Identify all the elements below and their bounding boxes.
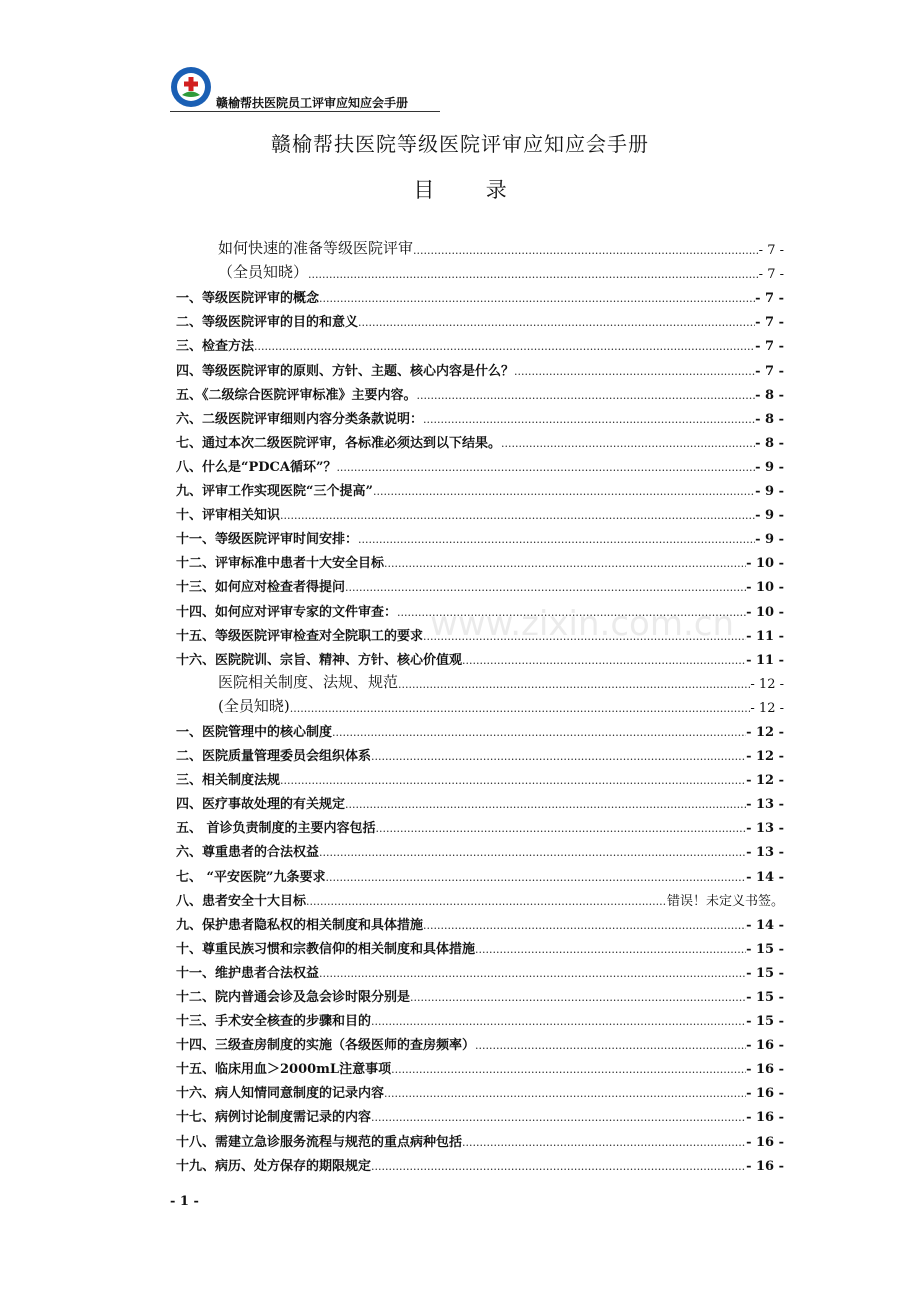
toc-heading-char-2: 录 xyxy=(485,178,507,202)
toc-entry[interactable] xyxy=(176,571,784,595)
toc-entry-label: 十二、院内普通会诊及急会诊时限分别是 xyxy=(176,990,411,1005)
toc-entry-page: - 12 - xyxy=(750,676,784,692)
toc-entry-page: - 16 - xyxy=(746,1062,784,1078)
toc-entry-label: 四、等级医院评审的原则、方针、主题、核心内容是什么？ xyxy=(176,363,515,379)
toc-entry-label: 三、相关制度法规 xyxy=(176,773,281,789)
toc-entry[interactable] xyxy=(176,1150,784,1174)
toc-dot-leader xyxy=(373,484,755,499)
toc-dot-leader xyxy=(332,725,746,740)
toc-entry-label: 十四、三级查房制度的实施（各级医师的查房频率） xyxy=(176,1038,476,1054)
toc-entry[interactable] xyxy=(176,788,784,812)
toc-entry[interactable] xyxy=(176,451,784,475)
toc-entry[interactable] xyxy=(176,499,784,523)
toc-entry-label: 十一、维护患者合法权益 xyxy=(176,965,320,981)
toc-entry[interactable] xyxy=(176,1077,784,1101)
toc-entry-page: - 16 - xyxy=(746,1086,784,1102)
toc-dot-leader xyxy=(319,845,746,860)
running-header xyxy=(170,66,440,110)
toc-entry-label: 六、尊重患者的合法权益 xyxy=(176,845,320,861)
toc-entry[interactable] xyxy=(176,330,784,354)
toc-entry[interactable] xyxy=(176,620,784,644)
toc-dot-leader xyxy=(410,990,746,1005)
toc-dot-leader xyxy=(345,797,746,812)
toc-entry-page: - 7 - xyxy=(755,315,784,331)
toc-entry-page: - 10 - xyxy=(746,580,784,596)
toc-dot-leader xyxy=(371,749,746,764)
toc-entry-label: 一、医院管理中的核心制度 xyxy=(176,724,333,740)
toc-entry-label: 十六、医院院训、宗旨、精神、方针、核心价值观 xyxy=(176,652,463,668)
toc-dot-leader xyxy=(417,388,756,403)
toc-entry[interactable] xyxy=(176,812,784,836)
toc-dot-leader xyxy=(376,821,747,836)
toc-dot-leader xyxy=(384,556,746,571)
toc-entry-label: 六、二级医院评审细则内容分类条款说明： xyxy=(176,411,424,427)
toc-entry-page: - 9 - xyxy=(755,508,784,524)
toc-entry-label: (全员知晓) xyxy=(218,696,290,715)
toc-entry-label: 二、等级医院评审的目的和意义 xyxy=(176,315,359,331)
toc-entry-label: 十七、病例讨论制度需记录的内容 xyxy=(176,1110,372,1126)
toc-entry-label: 八、患者安全十大目标 xyxy=(176,893,307,909)
toc-entry-label: 十九、病历、处方保存的期限规定 xyxy=(176,1158,372,1174)
toc-entry[interactable] xyxy=(176,981,784,1005)
toc-entry-page: - 13 - xyxy=(746,845,784,861)
toc-entry[interactable] xyxy=(176,379,784,403)
toc-entry-page: - 7 - xyxy=(755,363,784,379)
toc-entry[interactable] xyxy=(176,258,784,282)
toc-entry[interactable] xyxy=(176,933,784,957)
toc-entry[interactable] xyxy=(176,282,784,306)
running-title: 赣榆帮扶医院员工评审应知应会手册 xyxy=(216,96,409,110)
watermark: www.zixin.com.cn xyxy=(430,604,734,644)
toc-entry-label: 医院相关制度、法规、规范 xyxy=(218,672,399,691)
toc-entry-page: - 7 - xyxy=(758,267,784,283)
toc-entry-page: - 7 - xyxy=(755,339,784,355)
toc-entry-page: - 12 - xyxy=(750,700,784,716)
toc-entry[interactable] xyxy=(176,523,784,547)
toc-entry-label: 四、医疗事故处理的有关规定 xyxy=(176,797,346,813)
toc-entry-page: - 12 - xyxy=(746,773,784,789)
document-title: 赣榆帮扶医院等级医院评审应知应会手册 xyxy=(271,132,649,156)
toc-dot-leader xyxy=(398,674,750,692)
toc-dot-leader xyxy=(371,1159,746,1174)
toc-entry-page: - 16 - xyxy=(746,1158,784,1174)
toc-entry-label: 十五、等级医院评审检查对全院职工的要求 xyxy=(176,628,424,644)
toc-dot-leader xyxy=(397,605,746,620)
toc-entry-page: - 7 - xyxy=(758,243,784,259)
toc-dot-leader xyxy=(462,1135,746,1150)
header-divider xyxy=(170,111,440,112)
toc-entry-label: 二、医院质量管理委员会组织体系 xyxy=(176,749,372,765)
toc-dot-leader xyxy=(290,698,751,716)
toc-entry-label: 十、尊重民族习惯和宗教信仰的相关制度和具体措施 xyxy=(176,941,476,957)
toc-dot-leader xyxy=(319,966,746,981)
toc-dot-leader xyxy=(280,773,746,788)
toc-entry-page: - 15 - xyxy=(746,965,784,981)
toc-dot-leader xyxy=(423,918,746,933)
toc-entry-label: 一、等级医院评审的概念 xyxy=(176,291,320,307)
toc-entry-page: - 14 - xyxy=(746,869,784,885)
toc-entry-page: - 10 - xyxy=(746,604,784,620)
toc-entry-page: - 9 - xyxy=(755,532,784,548)
toc-entry-page: - 7 - xyxy=(755,291,784,307)
toc-entry-label: 五、《二级综合医院评审标准》主要内容。 xyxy=(176,387,417,403)
toc-heading xyxy=(0,174,920,204)
toc-entry-label: （全员知晓） xyxy=(218,263,309,282)
toc-dot-leader xyxy=(384,1086,746,1101)
table-of-contents xyxy=(176,234,784,1174)
toc-entry-page: - 8 - xyxy=(755,411,784,427)
page-number: - 1 - xyxy=(170,1194,199,1209)
toc-entry-label: 十四、如何应对评审专家的文件审查： xyxy=(176,604,398,620)
toc-entry-page: - 8 - xyxy=(755,387,784,403)
toc-entry[interactable] xyxy=(176,1005,784,1029)
toc-dot-leader xyxy=(462,653,746,668)
toc-entry[interactable] xyxy=(176,475,784,499)
toc-entry[interactable] xyxy=(176,403,784,427)
toc-entry-label: 十、评审相关知识 xyxy=(176,508,281,524)
toc-entry-page: - 9 - xyxy=(755,459,784,475)
toc-entry[interactable] xyxy=(176,764,784,788)
toc-entry[interactable] xyxy=(176,547,784,571)
toc-entry-label: 八、什么是“PDCA循环”？ xyxy=(176,459,337,475)
toc-entry-page: - 16 - xyxy=(746,1038,784,1054)
toc-entry[interactable] xyxy=(176,644,784,668)
toc-entry-page: - 15 - xyxy=(746,941,784,957)
toc-entry-label: 七、 “平安医院”九条要求 xyxy=(176,869,326,885)
toc-entry-label: 十六、病人知情同意制度的记录内容 xyxy=(176,1086,385,1102)
toc-entry[interactable] xyxy=(176,885,784,909)
toc-dot-leader xyxy=(371,1110,746,1125)
toc-heading-char-1: 目 xyxy=(413,178,435,202)
toc-dot-leader xyxy=(391,1062,746,1077)
toc-entry-label: 如何快速的准备等级医院评审 xyxy=(218,239,414,258)
toc-entry[interactable] xyxy=(176,595,784,619)
toc-entry-page: - 8 - xyxy=(755,435,784,451)
toc-entry-page: - 12 - xyxy=(746,749,784,765)
toc-entry-label: 十三、手术安全核查的步骤和目的 xyxy=(176,1014,372,1030)
toc-dot-leader xyxy=(413,240,759,258)
toc-dot-leader xyxy=(501,436,755,451)
toc-entry[interactable] xyxy=(176,836,784,860)
toc-entry-page: - 9 - xyxy=(755,484,784,500)
toc-entry-label: 七、通过本次二级医院评审，各标准必须达到以下结果。 xyxy=(176,435,502,451)
toc-entry-page: - 14 - xyxy=(746,917,784,933)
toc-dot-leader xyxy=(308,264,759,282)
toc-entry[interactable] xyxy=(176,354,784,378)
toc-entry[interactable] xyxy=(176,957,784,981)
toc-dot-leader xyxy=(336,460,755,475)
toc-dot-leader xyxy=(475,1038,746,1053)
toc-dot-leader xyxy=(345,580,746,595)
toc-entry[interactable] xyxy=(176,1101,784,1125)
toc-entry[interactable] xyxy=(176,716,784,740)
toc-entry-label: 十八、需建立急诊服务流程与规范的重点病种包括 xyxy=(176,1134,463,1150)
toc-entry-label: 十三、如何应对检查者得提问 xyxy=(176,580,346,596)
toc-dot-leader xyxy=(280,508,755,523)
toc-entry[interactable] xyxy=(176,909,784,933)
toc-entry[interactable] xyxy=(176,1029,784,1053)
toc-entry[interactable] xyxy=(176,1053,784,1077)
toc-dot-leader xyxy=(325,870,746,885)
toc-entry-label: 三、检查方法 xyxy=(176,339,255,355)
toc-dot-leader xyxy=(475,942,746,957)
toc-dot-leader xyxy=(423,412,755,427)
toc-entry-page: - 12 - xyxy=(746,724,784,740)
toc-dot-leader xyxy=(358,532,755,547)
toc-dot-leader xyxy=(254,339,755,354)
toc-dot-leader xyxy=(371,1014,746,1029)
toc-entry[interactable] xyxy=(176,306,784,330)
toc-entry-page: 错误！未定义书签。 xyxy=(666,893,784,909)
toc-entry[interactable] xyxy=(176,234,784,258)
toc-entry-label: 九、评审工作实现医院“三个提高” xyxy=(176,484,373,500)
toc-dot-leader xyxy=(306,894,667,909)
toc-entry-label: 五、 首诊负责制度的主要内容包括 xyxy=(176,821,376,837)
toc-entry-page: - 16 - xyxy=(746,1134,784,1150)
toc-entry-page: - 16 - xyxy=(746,1110,784,1126)
toc-entry-label: 九、保护患者隐私权的相关制度和具体措施 xyxy=(176,917,424,933)
toc-entry-page: - 11 - xyxy=(746,652,784,668)
toc-entry[interactable] xyxy=(176,740,784,764)
toc-dot-leader xyxy=(358,315,755,330)
toc-entry-page: - 13 - xyxy=(746,797,784,813)
toc-dot-leader xyxy=(423,629,746,644)
toc-dot-leader xyxy=(514,364,755,379)
toc-entry-page: - 15 - xyxy=(746,990,784,1005)
toc-entry-label: 十五、临床用血＞2000mL注意事项 xyxy=(176,1062,392,1078)
toc-entry-page: - 11 - xyxy=(746,628,784,644)
toc-entry[interactable] xyxy=(176,668,784,692)
toc-entry[interactable] xyxy=(176,692,784,716)
toc-entry-page: - 15 - xyxy=(746,1014,784,1030)
toc-entry-label: 十一、等级医院评审时间安排： xyxy=(176,532,359,548)
toc-entry-page: - 13 - xyxy=(746,821,784,837)
toc-entry[interactable] xyxy=(176,860,784,884)
toc-entry-page: - 10 - xyxy=(746,556,784,572)
toc-entry[interactable] xyxy=(176,1125,784,1149)
toc-dot-leader xyxy=(319,291,755,306)
toc-entry[interactable] xyxy=(176,427,784,451)
toc-entry-label: 十二、评审标准中患者十大安全目标 xyxy=(176,556,385,572)
hospital-logo-icon xyxy=(170,66,212,108)
